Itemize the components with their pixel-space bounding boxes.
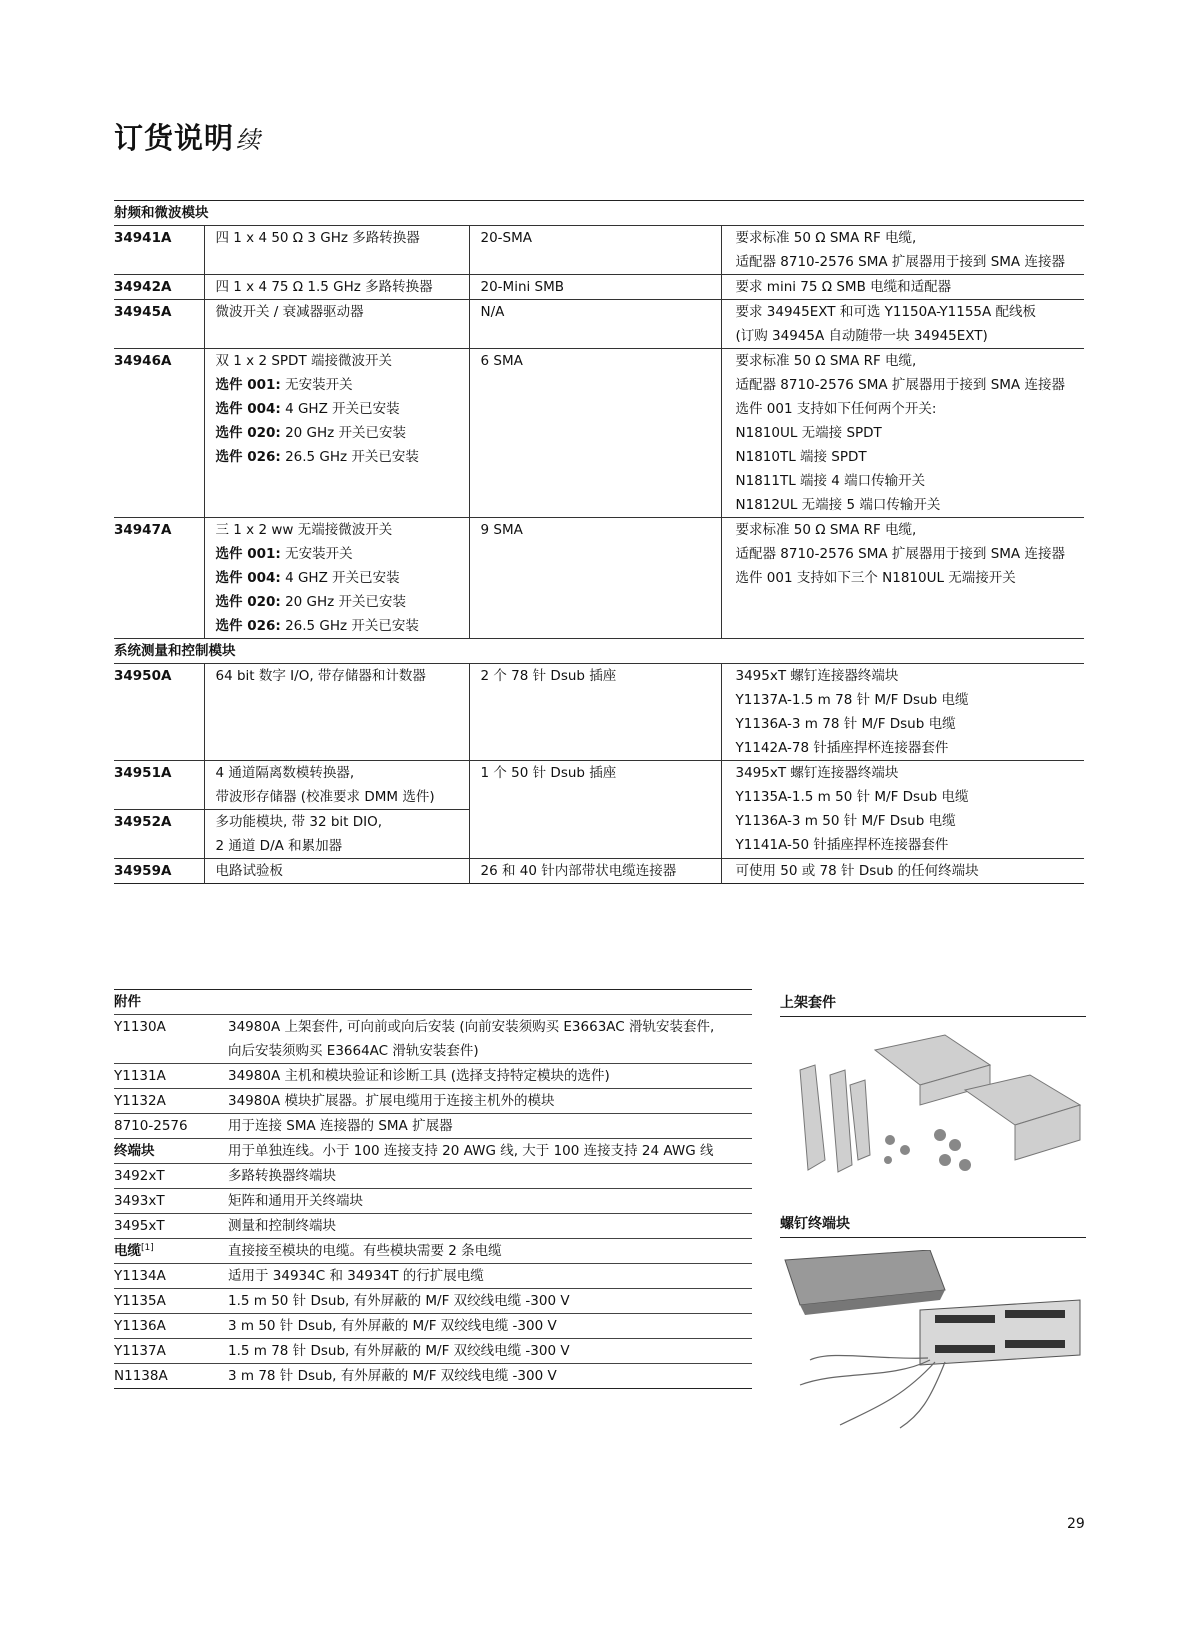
accessory-description [228,1264,752,1289]
cell-line: 多功能模块, 带 32 bit DIO, [215,814,383,830]
cell-line: 选件 001 支持如下任何两个开关: [735,401,937,417]
option-key: 选件 026: [215,449,281,465]
cell-line: Y1136A-3 m 50 针 M/F Dsub 电缆 [735,813,956,829]
option-value: 4 GHZ 开关已安装 [280,570,400,586]
rack-kit-image [780,1030,1086,1200]
code-text: Y1134A [114,1268,166,1284]
accessory-row [114,1314,752,1339]
accessory-row [114,1164,752,1189]
cell-line [114,1114,228,1138]
model-number [114,226,204,275]
cell-line: 3 m 78 针 Dsub, 有外屏蔽的 M/F 双绞线电缆 -300 V [228,1368,557,1384]
accessory-description [228,1214,752,1239]
model-number [114,275,204,300]
cell-line: 34952A [114,814,172,830]
footnote-ref: [1] [141,1243,154,1253]
model-number [114,349,204,518]
accessory-description [228,1139,752,1164]
cell-line: 三 1 x 2 ww 无端接微波开关 [215,522,393,538]
cell-line: 适配器 8710-2576 SMA 扩展器用于接到 SMA 连接器 [735,254,1065,270]
code-text: Y1136A [114,1318,166,1334]
code-text: 3495xT [114,1218,165,1234]
description [204,761,469,810]
cell-line: 34941A [114,230,172,246]
cell-line: N1811TL 端接 4 端口传输开关 [735,473,926,489]
table-row [114,761,1084,810]
cell-line: (订购 34945A 自动随带一块 34945EXT) [735,328,988,344]
cell-line: 6 SMA [480,353,523,369]
cell-line: Y1136A-3 m 78 针 M/F Dsub 电缆 [735,716,956,732]
accessory-code [114,1364,228,1389]
code-text: 终端块 [114,1143,155,1159]
cell-line: 34959A [114,863,172,879]
option-value: 无安装开关 [280,546,353,562]
section-title: 系统测量和控制模块 [114,639,1084,664]
accessory-row [114,1015,752,1064]
cell-line: 要求 34945EXT 和可选 Y1150A-Y1155A 配线板 [735,304,1037,320]
code-text: Y1137A [114,1343,166,1359]
connector [469,859,721,884]
cell-line: 电路试验板 [215,863,283,879]
cell-line: 34947A [114,522,172,538]
accessory-description [228,1239,752,1264]
cell-line: 1.5 m 50 针 Dsub, 有外屏蔽的 M/F 双绞线电缆 -300 V [228,1293,570,1309]
cell-line: 1.5 m 78 针 Dsub, 有外屏蔽的 M/F 双绞线电缆 -300 V [228,1343,570,1359]
option-value: 20 GHz 开关已安装 [280,425,407,441]
code-text: N1138A [114,1368,168,1384]
cell-line: N1812UL 无端接 5 端口传输开关 [735,497,941,513]
connector [469,300,721,349]
notes [721,300,1084,349]
description [204,300,469,349]
description [204,810,469,859]
description [204,226,469,275]
accessory-row [114,1289,752,1314]
table-row [114,275,1084,300]
cell-line [114,1064,228,1088]
accessory-row [114,1189,752,1214]
accessory-description [228,1114,752,1139]
cell-line: 20-Mini SMB [480,279,565,295]
cell-line: 要求标准 50 Ω SMA RF 电缆, [735,353,917,369]
code-text: 3492xT [114,1168,165,1184]
cell-line: 四 1 x 4 50 Ω 3 GHz 多路转换器 [215,230,420,246]
cell-line: N/A [480,304,505,320]
code-text: 8710-2576 [114,1118,188,1134]
notes [721,349,1084,518]
cell-line: 3 m 50 针 Dsub, 有外屏蔽的 M/F 双绞线电缆 -300 V [228,1318,557,1334]
cell-line: 34980A 上架套件, 可向前或向后安装 (向前安装须购买 E3663AC 滑轨安装套件, [228,1019,715,1035]
accessory-code [114,1189,228,1214]
accessory-description [228,990,752,1015]
option-key: 选件 001: [215,546,281,562]
accessory-code [114,990,228,1015]
accessory-description [228,1289,752,1314]
accessory-row [114,1114,752,1139]
cell-line: 直接接至模块的电缆。有些模块需要 2 条电缆 [228,1243,502,1259]
accessory-code [114,1164,228,1189]
cell-line [114,1339,228,1363]
table-row [114,859,1084,884]
notes [721,518,1084,639]
code-text: Y1132A [114,1093,166,1109]
cell-line: Y1135A-1.5 m 50 针 M/F Dsub 电缆 [735,789,969,805]
cell-line: 要求标准 50 Ω SMA RF 电缆, [735,522,917,538]
cell-line [114,1314,228,1338]
cell-line: 微波开关 / 衰减器驱动器 [215,304,364,320]
cell-line: 34951A [114,765,172,781]
cell-line: 可使用 50 或 78 针 Dsub 的任何终端块 [735,863,979,879]
rack-kit-label: 上架套件 [780,992,1086,1017]
table-row [114,518,1084,639]
accessory-code [114,1289,228,1314]
cell-line [114,1214,228,1238]
page-title: 订货说明续 [114,121,262,155]
accessory-row [114,1089,752,1114]
accessory-description [228,1064,752,1089]
description [204,349,469,518]
option-key: 选件 026: [215,618,281,634]
cell-line: 用于单独连线。小于 100 连接支持 20 AWG 线, 大于 100 连接支持 24 AWG 线 [228,1143,714,1159]
cell-line: 测量和控制终端块 [228,1218,336,1234]
cell-line: 适配器 8710-2576 SMA 扩展器用于接到 SMA 连接器 [735,377,1065,393]
accessory-description [228,1189,752,1214]
cell-line [114,990,228,1014]
option-line [216,373,469,397]
description [204,859,469,884]
accessory-row [114,1264,752,1289]
accessory-row [114,990,752,1015]
code-text: Y1130A [114,1019,166,1035]
table-row [114,300,1084,349]
accessory-row [114,1214,752,1239]
table-row [114,349,1084,518]
option-line [216,542,469,566]
description [204,275,469,300]
cell-line: 64 bit 数字 I/O, 带存储器和计数器 [215,668,426,684]
cell-line: Y1137A-1.5 m 78 针 M/F Dsub 电缆 [735,692,969,708]
accessory-description [228,1314,752,1339]
cell-line: N1810TL 端接 SPDT [735,449,867,465]
cell-line [114,1239,228,1263]
cell-line: 34946A [114,353,172,369]
option-key: 选件 020: [215,425,281,441]
model-number [114,300,204,349]
model-number [114,761,204,810]
accessory-description [228,1015,752,1064]
option-value: 20 GHz 开关已安装 [280,594,407,610]
accessory-description [228,1089,752,1114]
cell-line: 20-SMA [480,230,533,246]
accessory-row [114,1139,752,1164]
section-header [114,639,1084,664]
model-number [114,664,204,761]
notes [721,664,1084,761]
cell-line: 34942A [114,279,172,295]
terminal-block-image [780,1250,1086,1430]
notes [721,859,1084,884]
code-text: 电缆 [114,1243,141,1259]
table-row [114,664,1084,761]
option-key: 选件 001: [215,377,281,393]
cell-line: 要求 mini 75 Ω SMB 电缆和适配器 [735,279,952,295]
accessory-code [114,1114,228,1139]
cell-line: 要求标准 50 Ω SMA RF 电缆, [735,230,917,246]
cell-line: 适用于 34934C 和 34934T 的行扩展电缆 [228,1268,484,1284]
code-text: Y1135A [114,1293,166,1309]
option-line [216,566,469,590]
option-line [216,614,469,638]
accessory-code [114,1264,228,1289]
option-line [216,421,469,445]
notes [721,226,1084,275]
cell-line: 2 通道 D/A 和累加器 [215,838,343,854]
connector [469,761,721,859]
code-text: 3493xT [114,1193,165,1209]
option-key: 选件 004: [215,401,281,417]
accessory-code [114,1339,228,1364]
table-row [114,226,1084,275]
cell-line [114,1139,228,1163]
cell-line [114,1089,228,1113]
cell-line: 4 通道隔离数模转换器, [215,765,355,781]
accessory-code [114,1139,228,1164]
accessory-description [228,1339,752,1364]
accessory-row [114,1064,752,1089]
accessory-description [228,1364,752,1389]
option-key: 选件 004: [215,570,281,586]
terminal-block-label: 螺钉终端块 [780,1213,1086,1238]
cell-line: 适配器 8710-2576 SMA 扩展器用于接到 SMA 连接器 [735,546,1065,562]
model-number [114,859,204,884]
option-value: 无安装开关 [280,377,353,393]
cell-line: 选件 001 支持如下三个 N1810UL 无端接开关 [735,570,1016,586]
option-line [216,445,469,469]
cell-line: Y1142A-78 针插座捍杯连接器套件 [735,740,949,756]
accessory-code [114,1015,228,1064]
cell-line: 34980A 主机和模块验证和诊断工具 (选择支持特定模块的选件) [228,1068,610,1084]
accessories-table [114,989,752,1389]
accessory-description [228,1164,752,1189]
code-text: 附件 [114,994,141,1010]
cell-line: 3495xT 螺钉连接器终端块 [735,765,899,781]
accessory-code [114,1214,228,1239]
model-number [114,810,204,859]
cell-line: 用于连接 SMA 连接器的 SMA 扩展器 [228,1118,453,1134]
accessory-code [114,1089,228,1114]
description [204,518,469,639]
accessory-code [114,1314,228,1339]
connector [469,275,721,300]
cell-line: 1 个 50 针 Dsub 插座 [480,765,617,781]
section-title: 射频和微波模块 [114,205,209,221]
connector [469,518,721,639]
page-number: 29 [1067,1516,1085,1532]
cell-line: 多路转换器终端块 [228,1168,336,1184]
description [204,664,469,761]
accessory-code [114,1239,228,1264]
cell-line: 四 1 x 4 75 Ω 1.5 GHz 多路转换器 [215,279,433,295]
option-line [216,397,469,421]
title-continued: 续 [236,126,262,154]
connector [469,226,721,275]
accessory-row [114,1364,752,1389]
cell-line: 34950A [114,668,172,684]
connector [469,349,721,518]
cell-line [114,1015,228,1039]
cell-line [114,1289,228,1313]
cell-line: Y1141A-50 针插座捍杯连接器套件 [735,837,949,853]
accessory-code [114,1064,228,1089]
cell-line: 26 和 40 针内部带状电缆连接器 [480,863,677,879]
cell-line: 矩阵和通用开关终端块 [228,1193,363,1209]
option-value: 26.5 GHz 开关已安装 [280,618,419,634]
cell-line [228,990,752,1014]
cell-line: 双 1 x 2 SPDT 端接微波开关 [215,353,392,369]
cell-line: 34980A 模块扩展器。扩展电缆用于连接主机外的模块 [228,1093,555,1109]
cell-line: 2 个 78 针 Dsub 插座 [480,668,617,684]
cell-line [114,1164,228,1188]
model-number [114,518,204,639]
cell-line: N1810UL 无端接 SPDT [735,425,882,441]
cell-line [114,1264,228,1288]
code-text: Y1131A [114,1068,166,1084]
cell-line: 带波形存储器 (校准要求 DMM 选件) [215,789,435,805]
cell-line [114,1364,228,1388]
ordering-table [114,200,1084,884]
cell-line: 9 SMA [480,522,523,538]
notes [721,761,1084,859]
notes [721,275,1084,300]
accessory-row [114,1239,752,1264]
accessory-row [114,1339,752,1364]
option-value: 4 GHZ 开关已安装 [280,401,400,417]
section-header [114,201,1084,226]
cell-line: 34945A [114,304,172,320]
cell-line: 向后安装须购买 E3664AC 滑轨安装套件) [228,1043,479,1059]
option-line [216,590,469,614]
option-key: 选件 020: [215,594,281,610]
connector [469,664,721,761]
option-value: 26.5 GHz 开关已安装 [280,449,419,465]
cell-line [114,1189,228,1213]
cell-line: 3495xT 螺钉连接器终端块 [735,668,899,684]
